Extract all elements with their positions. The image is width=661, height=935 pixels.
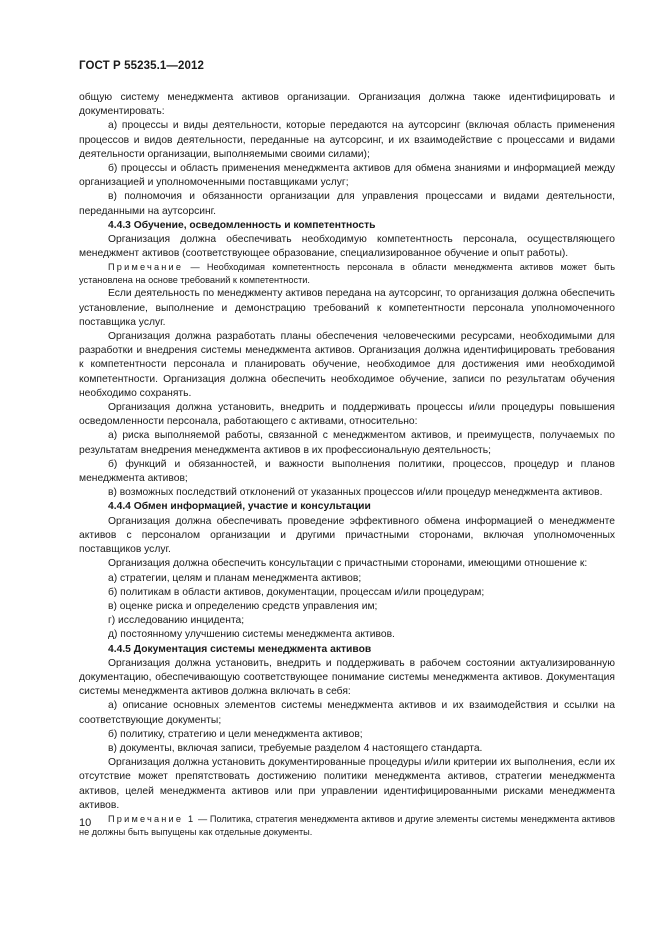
- section-heading: 4.4.5 Документация системы менеджмента активов: [108, 643, 372, 655]
- paragraph: д) постоянному улучшению системы менеджмента активов.: [108, 629, 395, 641]
- note-label: Примечание 1: [108, 813, 196, 824]
- paragraph: в) полномочия и обязанности организации для управления процессами и видами деятельности, переданными на аутсорсинг.: [79, 191, 615, 217]
- document-body: [79, 91, 615, 839]
- note: [79, 813, 615, 839]
- paragraph: Организация должна разработать планы обеспечения человеческими ресурсами, необходимыми для разработки и внедрения системы менеджмента активов. Организация должна идентифицировать требования к компетентности персонала и планировать обучение, необходимое для достижения ими необходимой компетентности. Организация должна обеспечить необходимое обучение, записи по результатам обучения необходимо сохранять.: [79, 331, 615, 399]
- paragraph: Организация должна установить, внедрить и поддерживать процессы и/или процедуры повышения осведомленности персонала, работающего с активами, относительно:: [79, 402, 615, 428]
- page-number: 10: [79, 817, 92, 829]
- paragraph: общую систему менеджмента активов организации. Организация должна также идентифицировать и документировать:: [79, 92, 615, 118]
- note-text: — Политика, стратегия менеджмента активов и другие элементы системы менеджмента активов не должны быть выпущены как отдельные документы.: [79, 813, 615, 837]
- paragraph: в) возможных последствий отклонений от указанных процессов и/или процедур менеджмента активов.: [108, 487, 603, 499]
- paragraph: Организация должна обеспечивать проведение эффективного обмена информацией о менеджменте активов с персоналом организации и другими причастными сторонами, включая уполномоченных поставщиков услуг.: [79, 515, 615, 556]
- section-heading: 4.4.4 Обмен информацией, участие и консультации: [108, 501, 371, 513]
- paragraph: Организация должна установить документированные процедуры и/или критерии их выполнения, если их отсутствие может препятствовать достижению политики менеджмента активов, стратегии менеджмента активов, целей менеджмента активов или при управлении идентифицированными рисками менеджмента активов.: [79, 757, 615, 811]
- document-header: ГОСТ Р 55235.1—2012: [79, 60, 204, 72]
- section-heading: 4.4.3 Обучение, осведомленность и компетентность: [108, 219, 376, 231]
- paragraph: Организация должна обеспечивать необходимую компетентность персонала, осуществляющего менеджмент активов (соответствующее образование, специализированное обучение и опыт работы).: [79, 234, 615, 260]
- note: [79, 261, 615, 287]
- paragraph: а) процессы и виды деятельности, которые передаются на аутсорсинг (включая область применения процессов и видов деятельности, переданные на аутсорсинг, и их взаимодействие с процессами и видами деятельности организации, выполняемыми своими силами);: [79, 120, 615, 160]
- paragraph: а) описание основных элементов системы менеджмента активов и их взаимодействия и ссылки на соответствующие документы;: [79, 700, 615, 726]
- paragraph: Если деятельность по менеджменту активов передана на аутсорсинг, то организация должна обеспечить установление, выполнение и демонстрацию требований к компетентности персонала уполномоченного поставщика услуг.: [79, 288, 615, 328]
- note-text: — Необходимая компетентность персонала в области менеджмента активов может быть установлена на основе требований к компетентности.: [79, 262, 615, 286]
- paragraph: в) документы, включая записи, требуемые разделом 4 настоящего стандарта.: [108, 742, 483, 754]
- paragraph: б) политикам в области активов, документации, процессам и/или процедурам;: [108, 586, 485, 598]
- note-label: Примечание: [108, 262, 184, 273]
- paragraph: в) оценке риска и определению средств управления им;: [108, 600, 378, 612]
- paragraph: а) стратегии, целям и планам менеджмента активов;: [108, 572, 362, 584]
- paragraph: Организация должна обеспечить консультации с причастными сторонами, имеющими отношение к:: [108, 558, 588, 570]
- paragraph: Организация должна установить, внедрить и поддерживать в рабочем состоянии актуализированную документацию, обеспечивающую соответствующее понимание системы менеджмента активов. Документация системы менеджмента активов должна включать в себя:: [79, 657, 615, 698]
- paragraph: а) риска выполняемой работы, связанной с менеджментом активов, и преимуществ, получаемых по результатам внедрения менеджмента активов в их профессиональную деятельность;: [79, 430, 615, 456]
- paragraph: б) функций и обязанностей, и важности выполнения политики, процессов, процедур и планов менеджмента активов;: [79, 458, 615, 485]
- paragraph: б) процессы и область применения менеджмента активов для обмена знаниями и информацией между организацией и уполномоченными поставщиками услуг;: [79, 163, 615, 189]
- paragraph: г) исследованию инцидента;: [108, 615, 245, 627]
- paragraph: б) политику, стратегию и цели менеджмента активов;: [108, 728, 363, 740]
